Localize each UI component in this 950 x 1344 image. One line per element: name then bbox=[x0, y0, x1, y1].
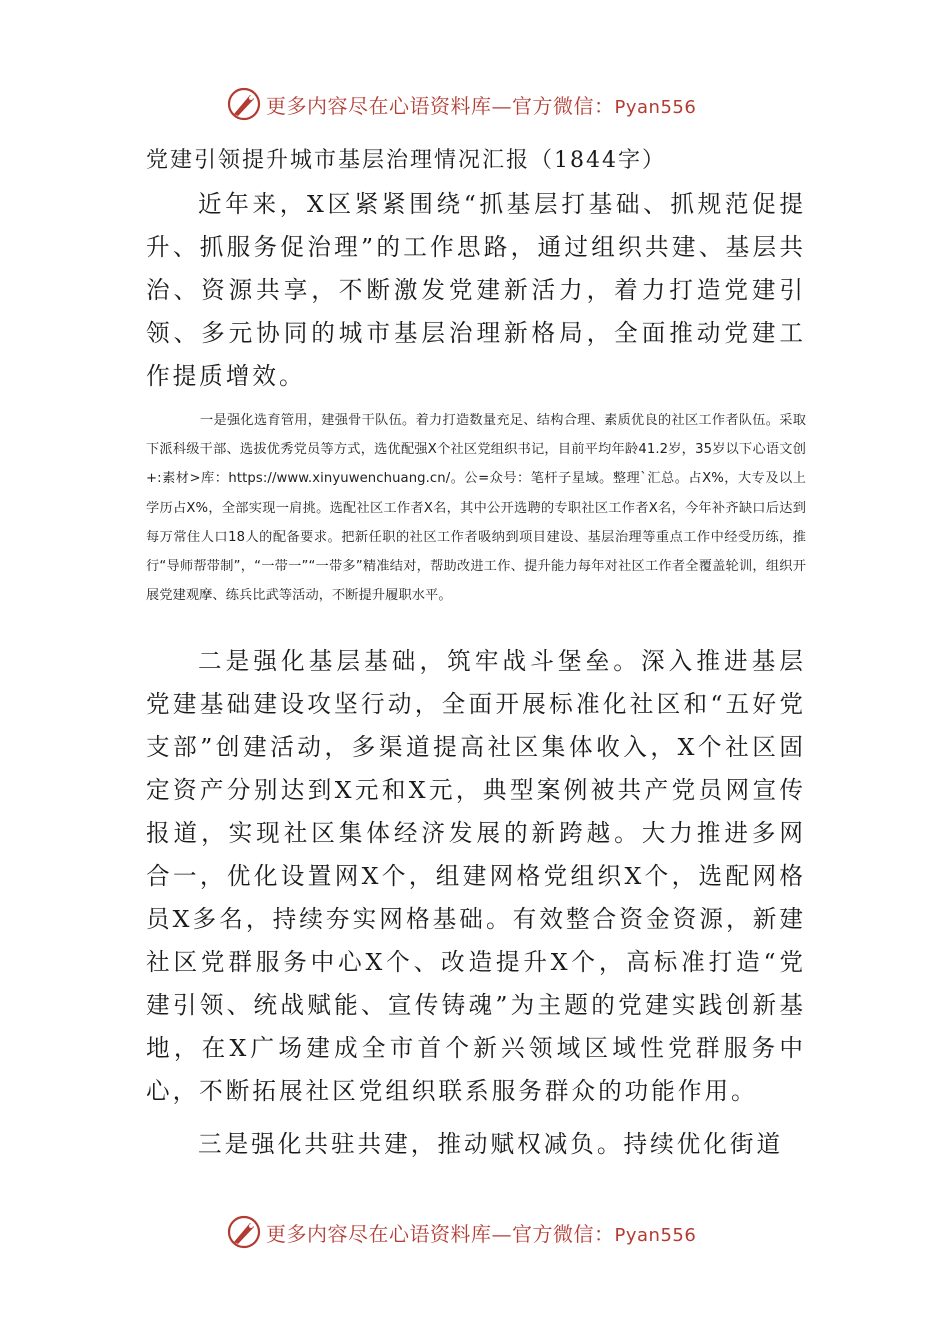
header-watermark-banner bbox=[0, 84, 950, 124]
pen-nib-logo-icon bbox=[226, 1214, 262, 1250]
banner-handle: Pyan556 bbox=[614, 1225, 697, 1246]
banner-text bbox=[266, 90, 696, 119]
section-2-paragraph: 二是强化基层基础，筑牢战斗堡垒。深入推进基层党建基础建设攻坚行动，全面开展标准化社区和“五好党支部”创建活动，多渠道提高社区集体收入，X个社区固定资产分别达到X元和X元，典型案例被共产党员网宣传报道，实现社区集体经济发展的新跨越。大力推进多网合一，优化设置网X个，组建网格党组织X个，选配网格员X多名，持续夯实网格基础。有效整合资金资源，新建社区党群服务中心X个、改造提升X个，高标准打造“党建引领、统战赋能、宣传铸魂”为主题的党建实践创新基地，在X广场建成全市首个新兴领域区域性党群服务中心，不断拓展社区党组织联系服务群众的功能作用。 bbox=[146, 647, 806, 1105]
section-1-paragraph: 一是强化选育管用，建强骨干队伍。着力打造数量充足、结构合理、素质优良的社区工作者队伍。采取下派科级干部、选拔优秀党员等方式，选优配强X个社区党组织书记，目前平均年龄41.2岁，35岁以下心语文创+:素材>库：https://www.xinyuwenchuang.cn/。公=众号：笔杆子星域。整理`汇总。占X%，大专及以上学历占X%，全部实现一肩挑。选配社区工作者X名，其中公开选聘的专职社区工作者X名，今年补齐缺口后达到每万常住人口18人的配备要求。把新任职的社区工作者吸纳到项目建设、基层治理等重点工作中经受历练，推行“导师帮带制”，“一带一”“一带多”精准结对，帮助改进工作、提升能力每年对社区工作者全覆盖轮训，组织开展党建观摩、练兵比武等活动，不断提升履职水平。 bbox=[146, 413, 806, 604]
banner-text bbox=[266, 1218, 696, 1247]
banner-handle: Pyan556 bbox=[614, 97, 697, 118]
pen-nib-logo-icon bbox=[226, 86, 262, 122]
intro-paragraph: 近年来，X区紧紧围绕“抓基层打基础、抓规范促提升、抓服务促治理”的工作思路，通过组织共建、基层共治、资源共享，不断激发党建新活力，着力打造党建引领、多元协同的城市基层治理新格局，全面推动党建工作提质增效。 bbox=[146, 190, 806, 390]
document-title: 党建引领提升城市基层治理情况汇报（1844字） bbox=[146, 148, 666, 173]
section-3-paragraph: 三是强化共驻共建，推动赋权减负。持续优化街道 bbox=[198, 1130, 784, 1158]
banner-slogan: 更多内容尽在心语资料库—官方微信： bbox=[266, 94, 615, 118]
footer-watermark-banner bbox=[0, 1212, 950, 1252]
banner-slogan: 更多内容尽在心语资料库—官方微信： bbox=[266, 1222, 615, 1246]
